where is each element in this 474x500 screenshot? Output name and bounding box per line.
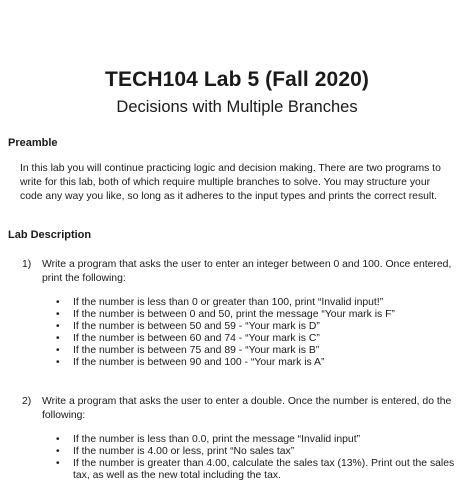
document-title: TECH104 Lab 5 (Fall 2020) [105,68,369,91]
item-line: following: [42,410,86,422]
bullet-item [56,357,464,369]
bullet-item [56,333,464,345]
preamble-paragraph [20,162,460,205]
bullet-icon: • [56,345,60,356]
preamble-line: code any way you like, so long as it adheres to the input types and prints the correct result. [20,191,438,203]
item-line: print the following: [42,273,126,285]
preamble-heading: Preamble [8,137,58,149]
bullet-continuation [56,470,464,482]
item-number: 1) [22,259,32,270]
bullet-item [56,458,464,470]
bullet-item [56,434,464,446]
bullet-icon: • [56,446,60,457]
bullet-icon: • [56,434,60,445]
preamble-line: write for this lab, both of which require multiple branches to solve. You may structure your [20,177,431,189]
bullet-item [56,309,464,321]
bullet-text: If the number is between 90 and 100 - “Your mark is A” [73,357,325,368]
bullet-icon: • [56,297,60,308]
preamble-line: In this lab you will continue practicing logic and decision making. There are two programs to [20,163,441,174]
item-text [42,258,464,286]
bullet-text: If the number is between 0 and 50, print the message “Your mark is F” [73,309,395,320]
bullet-item [56,345,464,357]
bullet-list [56,297,464,369]
bullet-icon: • [56,333,60,344]
bullet-text: If the number is greater than 4.00, calculate the sales tax (13%). Print out the sales [73,458,455,469]
bullet-icon: • [56,458,60,469]
bullet-icon: • [56,321,60,332]
item-number: 2) [22,396,32,407]
bullet-icon: • [56,357,60,368]
item-line: Write a program that asks the user to enter an integer between 0 and 100. Once entered, [42,259,452,270]
item-text [42,395,464,423]
bullet-text: If the number is between 75 and 89 - “Your mark is B” [73,345,320,356]
bullet-text: If the number is between 60 and 74 - “Your mark is C” [73,333,320,344]
bullet-item [56,321,464,333]
bullet-text: If the number is less than 0.0, print the message “Invalid input” [73,434,361,445]
bullet-icon: • [56,309,60,320]
lab-description-heading: Lab Description [8,229,92,241]
bullet-text: If the number is less than 0 or greater than 100, print “Invalid input!” [73,297,384,308]
bullet-text: If the number is 4.00 or less, print “No sales tax” [73,446,295,457]
bullet-text: tax, as well as the new total including the tax. [73,470,281,481]
document-subtitle: Decisions with Multiple Branches [116,98,358,116]
item-line: Write a program that asks the user to enter a double. Once the number is entered, do the [42,396,452,407]
bullet-item [56,446,464,458]
bullet-item [56,297,464,309]
bullet-text: If the number is between 50 and 59 - “Your mark is D” [73,321,320,332]
bullet-list [56,434,464,482]
